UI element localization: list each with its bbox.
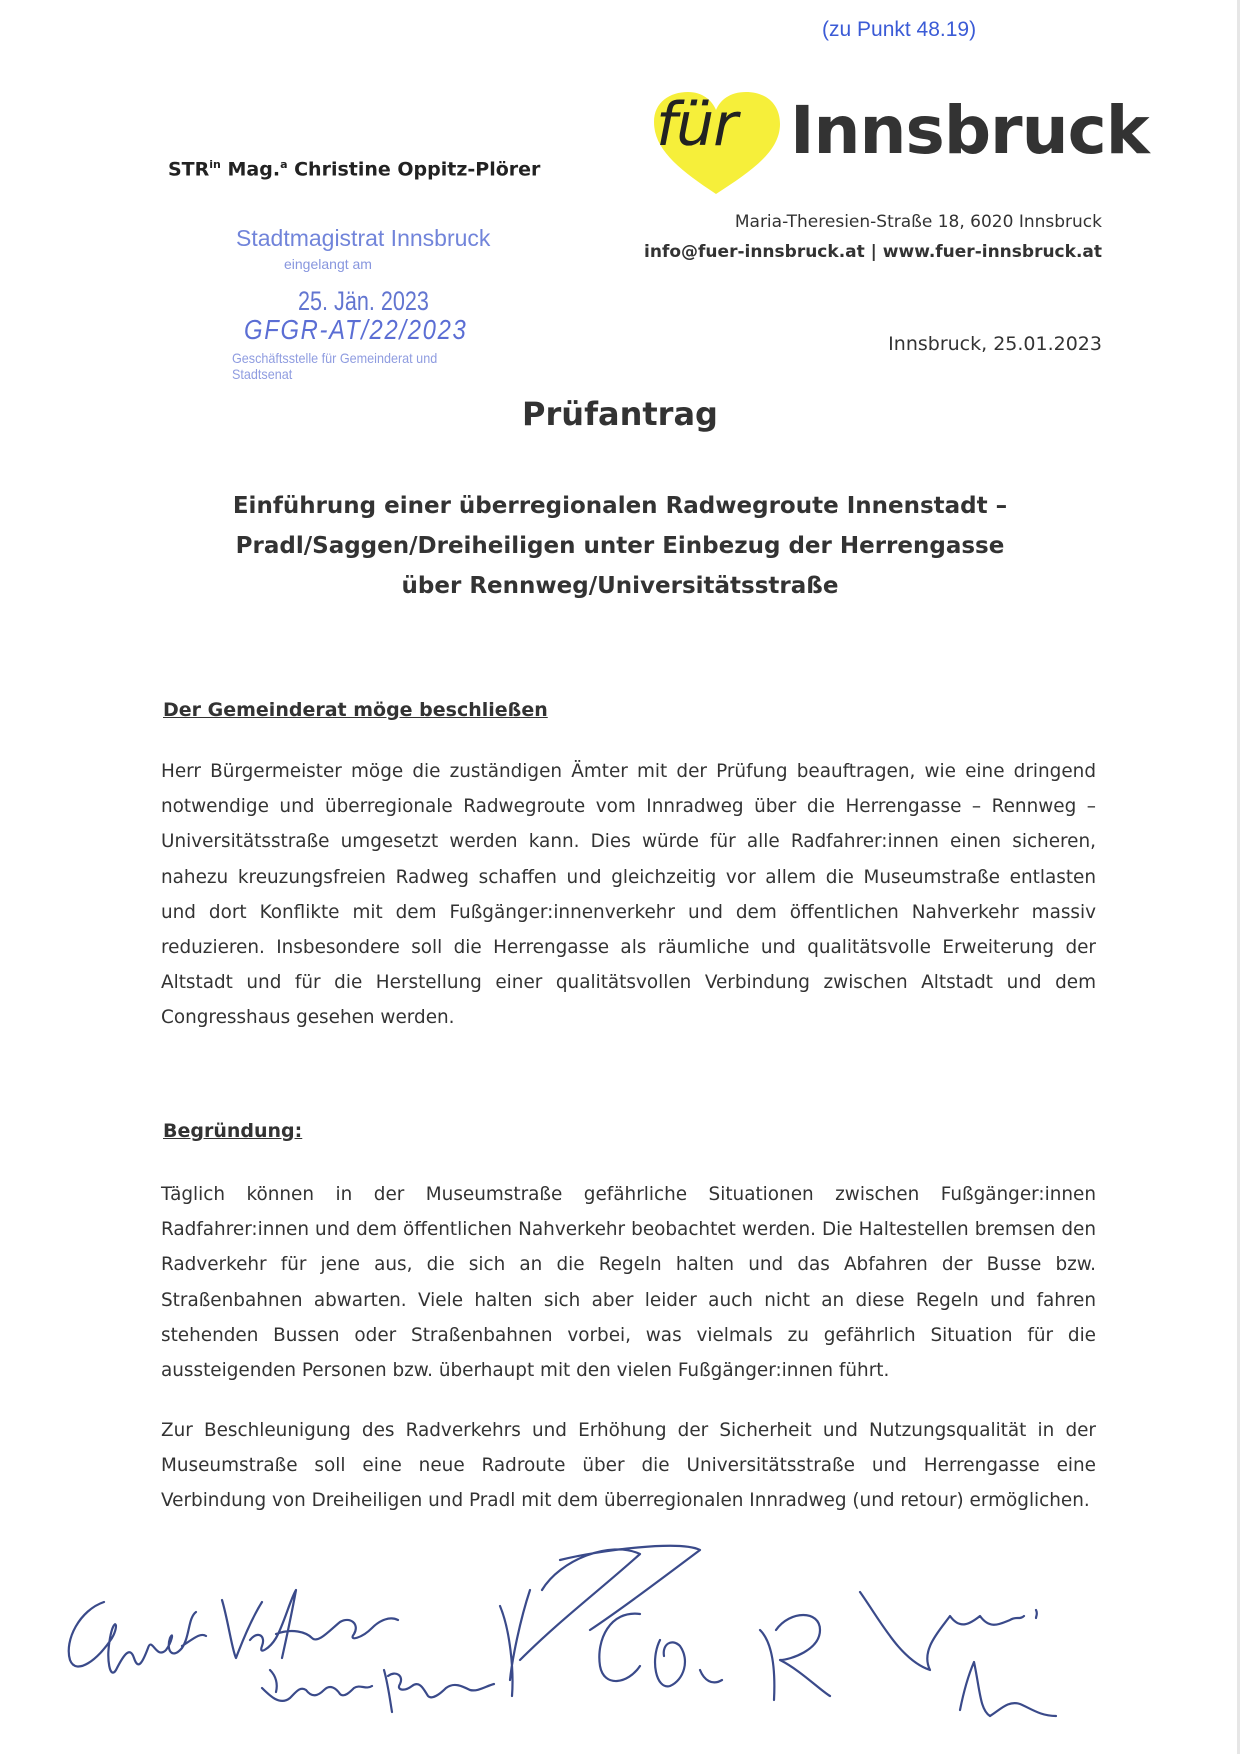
justification-heading: Begründung:	[163, 1120, 303, 1142]
signature-3	[500, 1546, 700, 1696]
stamp-received-label: eingelangt am	[284, 256, 372, 272]
logo-prefix: für	[656, 90, 737, 160]
author-degree: Mag.	[220, 158, 281, 181]
document-title: Prüfantrag	[522, 395, 718, 433]
author-name: Christine Oppitz-Plörer	[287, 158, 541, 181]
signatures	[0, 1520, 1240, 1754]
signature-1	[69, 1590, 398, 1673]
signature-2	[262, 1670, 494, 1712]
date-line: Innsbruck, 25.01.2023	[888, 333, 1102, 355]
stamp-received-date: 25. Jän. 2023	[298, 286, 429, 316]
subject-line: Einführung einer überregionalen Radwegroute Innenstadt –	[232, 493, 1008, 519]
subject-line: über Rennweg/Universitätsstraße	[401, 573, 839, 599]
received-stamp	[226, 220, 526, 382]
justification-paragraph: Zur Beschleunigung des Radverkehrs und Erhöhung der Sicherheit und Nutzungsqualität in der Museumstraße soll eine neue Radroute über die Universitätsstraße und Herrengasse eine Verbindung von Dreiheiligen und Pradl mit dem überregionalen Innradweg (und retour) ermöglichen.	[161, 1420, 1096, 1512]
justification-paragraph: Täglich können in der Museumstraße gefährliche Situationen zwischen Fußgänger:innen Radfahrer:innen und dem öffentlichen Nahverkehr beobachtet werden. Die Haltestellen bremsen den Radverkehr für jene aus, die sich an die Regeln halten und das Abfahren der Busse bzw. Straßenbahnen abwarten. Viele halten sich aber leider auch nicht an diese Regeln und fahren stehenden Bussen oder Straßenbahnen vorbei, was vielmals zu gefährlich Situation für die aussteigenden Personen bzw. überhaupt mit den vielen Fußgänger:innen führt.	[161, 1184, 1096, 1382]
stamp-department: Geschäftsstelle für Gemeinderat und Stadtsenat	[232, 350, 438, 382]
author-line	[168, 158, 540, 180]
letterhead-contact: info@fuer-innsbruck.at | www.fuer-innsbruck.at	[644, 242, 1102, 262]
subject-line: Pradl/Saggen/Dreiheiligen unter Einbezug der Herrengasse	[235, 533, 1005, 559]
party-logo	[650, 90, 1149, 200]
letterhead-address: Maria-Theresien-Straße 18, 6020 Innsbruck	[734, 212, 1102, 232]
motion-heading: Der Gemeinderat möge beschließen	[163, 699, 548, 721]
stamp-file-number: GFGR-AT/22/2023	[244, 314, 468, 345]
stamp-office: Stadtmagistrat Innsbruck	[236, 225, 491, 251]
agenda-reference: (zu Punkt 48.19)	[822, 18, 977, 41]
author-title: STR	[168, 158, 210, 181]
author-degree-sup: a	[280, 158, 288, 171]
logo-city: Innsbruck	[790, 92, 1149, 169]
author-title-sup: in	[209, 158, 221, 171]
signature-4	[599, 1592, 1056, 1716]
subject-block	[200, 486, 1040, 606]
motion-text: Herr Bürgermeister möge die zuständigen Ämter mit der Prüfung beauftragen, wie eine dringend notwendige und überregionale Radwegroute vom Innradweg über die Herrengasse – Rennweg – Universitätsstraße umgesetzt werden kann. Dies würde für alle Radfahrer:innen einen sicheren, nahezu kreuzungsfreien Radweg schaffen und gleichzeitig vor allem die Museumstraße entlasten und dort Konflikte mit dem Fußgänger:innenverkehr und dem öffentlichen Nahverkehr massiv reduzieren. Insbesondere soll die Herrengasse als räumliche und qualitätsvolle Erweiterung der Altstadt und für die Herstellung einer qualitätsvollen Verbindung zwischen Altstadt und dem Congresshaus gesehen werden.	[161, 761, 1096, 1029]
